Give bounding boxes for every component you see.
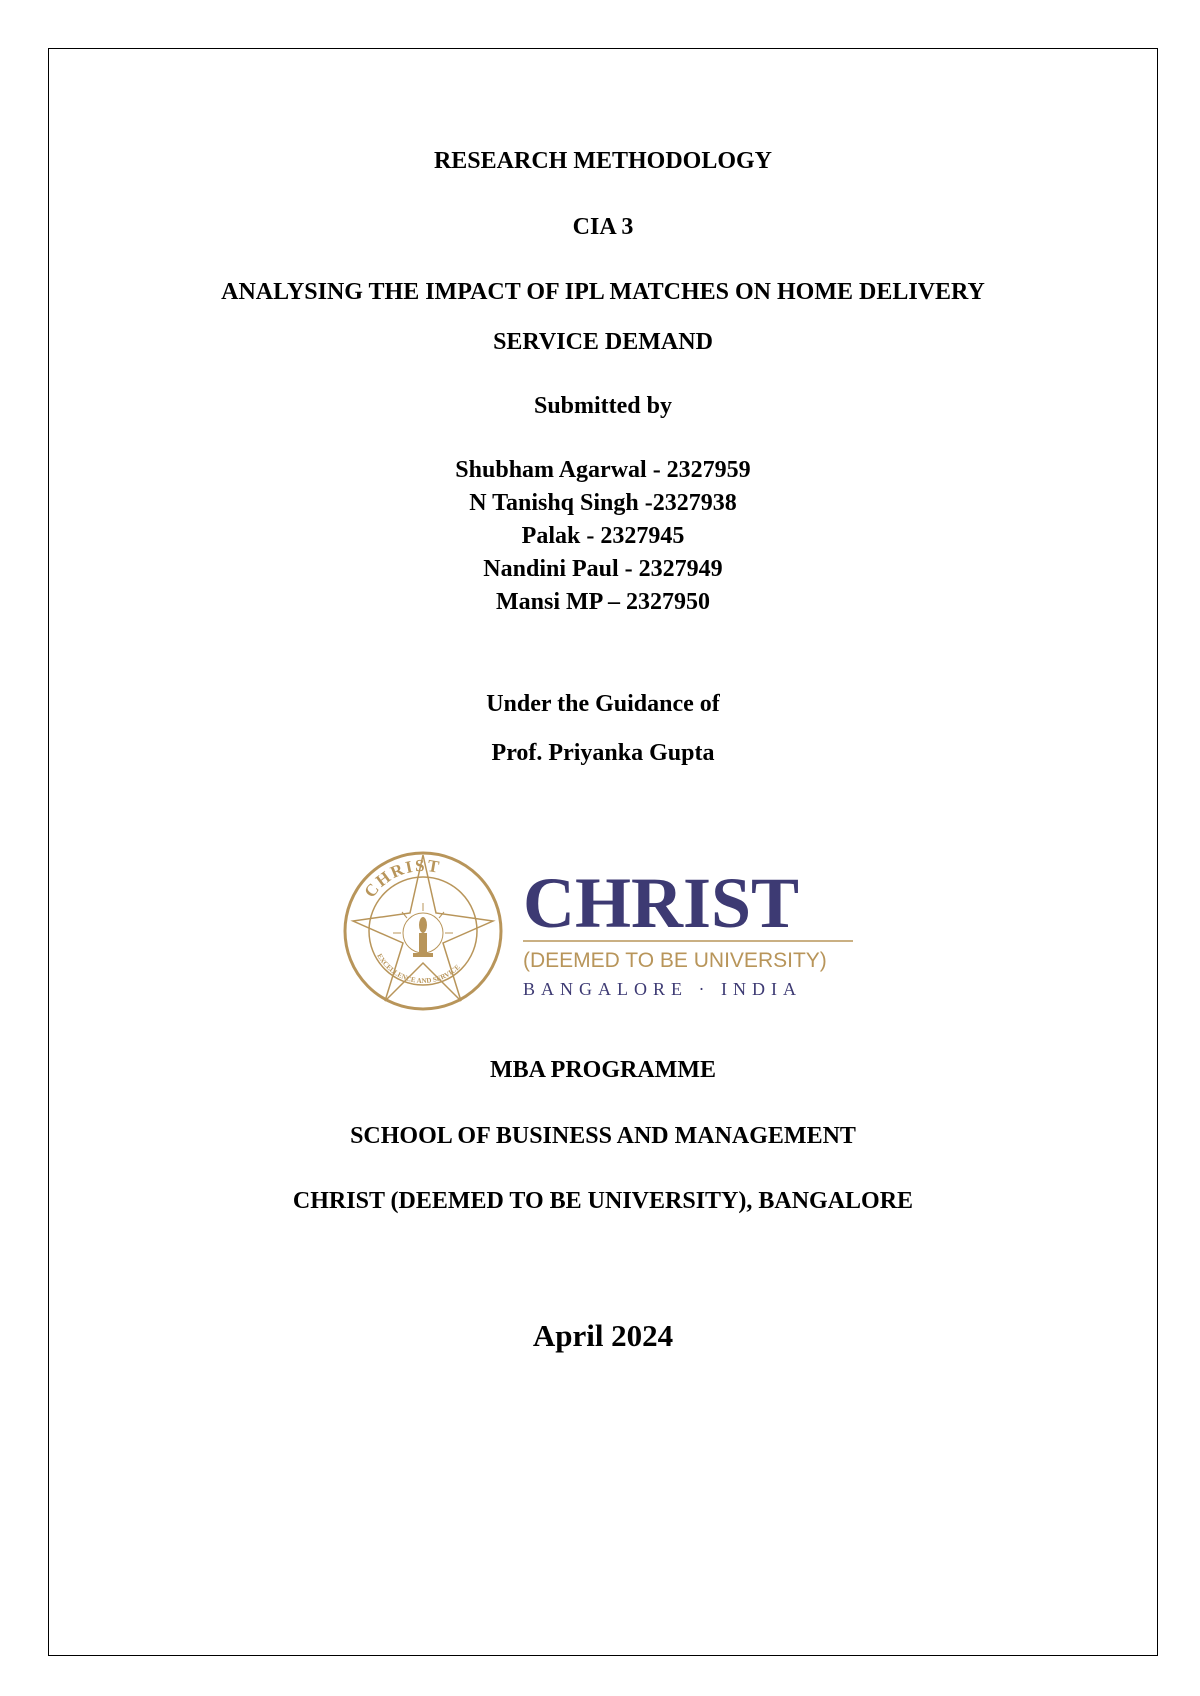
author-item: N Tanishq Singh -2327938 [469, 490, 737, 516]
svg-text:EXCELLENCE AND SERVICE [375, 952, 462, 985]
assessment-label: CIA 3 [572, 214, 634, 240]
seal-top-text: CHRIST [360, 855, 443, 902]
author-list [48, 454, 1158, 619]
project-title-line2: SERVICE DEMAND [493, 329, 713, 355]
university-label: CHRIST (DEEMED TO BE UNIVERSITY), BANGALORE [292, 1188, 914, 1214]
school-label: SCHOOL OF BUSINESS AND MANAGEMENT [350, 1123, 856, 1149]
seal-emblem-icon [345, 853, 501, 1009]
seal-motto-text: EXCELLENCE AND SERVICE [375, 952, 462, 986]
author-item: Palak - 2327945 [521, 523, 685, 549]
author-item: Mansi MP – 2327950 [496, 589, 710, 615]
programme-label: MBA PROGRAMME [490, 1057, 716, 1083]
submitted-by-label: Submitted by [533, 393, 673, 419]
logo-name: CHRIST [523, 863, 800, 943]
guide-name: Prof. Priyanka Gupta [491, 740, 715, 766]
christ-university-logo [343, 851, 863, 1011]
svg-text:CHRIST [360, 856, 442, 901]
author-item: Nandini Paul - 2327949 [483, 556, 723, 582]
course-title: RESEARCH METHODOLOGY [433, 148, 773, 174]
guidance-label: Under the Guidance of [486, 691, 720, 717]
logo-subtitle: (DEEMED TO BE UNIVERSITY) [523, 949, 827, 972]
submission-date: April 2024 [532, 1318, 674, 1353]
author-item: Shubham Agarwal - 2327959 [455, 457, 751, 483]
logo-location: BANGALORE · INDIA [523, 979, 802, 999]
project-title-line1: ANALYSING THE IMPACT OF IPL MATCHES ON HOME DELIVERY [221, 279, 985, 305]
